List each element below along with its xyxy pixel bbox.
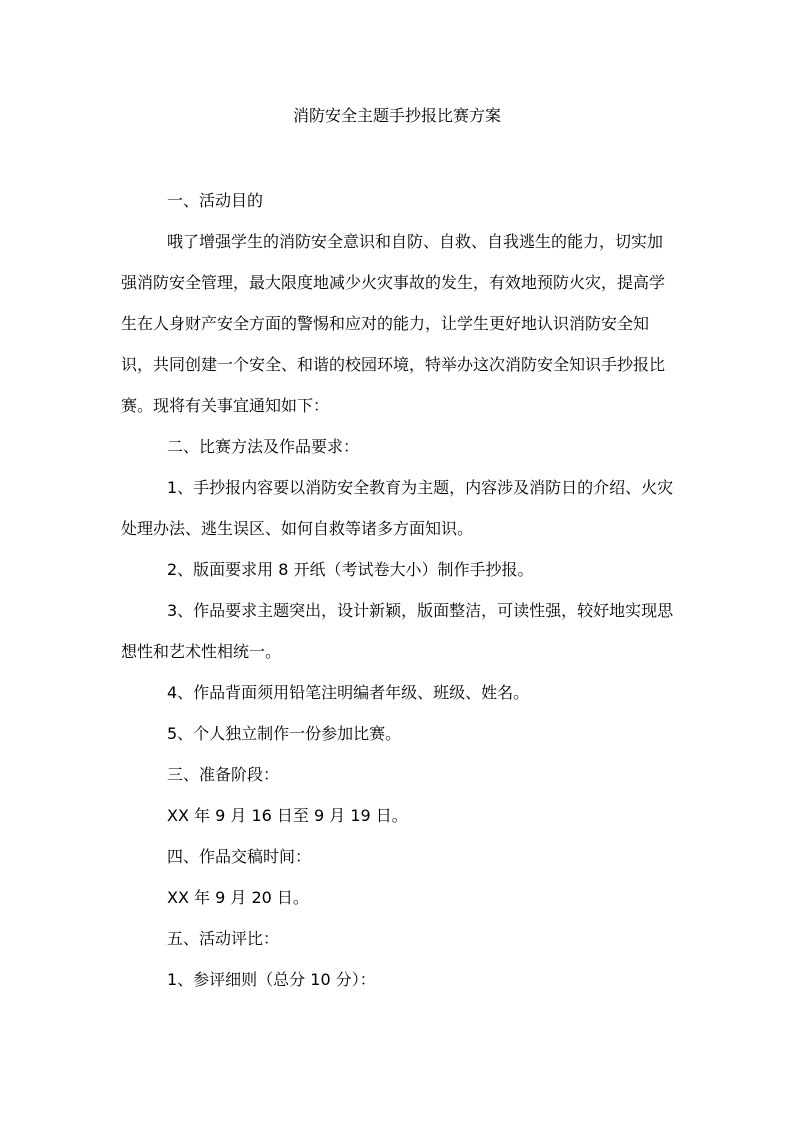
list-item-requirement-5: 5、个人独立制作一份参加比赛。 bbox=[167, 724, 402, 743]
paragraph-purpose: 哦了增强学生的消防安全意识和自防、自救、自我逃生的能力，切实加强消防安全管理，最大限度地减少火灾事故的发生，有效地预防火灾，提高学生在人身财产安全方面的警惕和应对的能力，让学生更好地认识消防安全知识，共同创建一个安全、和谐的校园环境，特举办这次消防安全知识手抄报比赛。现将有关事宜通知如下： bbox=[121, 232, 666, 415]
list-item-requirement-3: 3、作品要求主题突出，设计新颖，版面整洁，可读性强，较好地实现思想性和艺术性相统一。 bbox=[121, 601, 674, 661]
section-heading-purpose: 一、活动目的 bbox=[167, 191, 264, 210]
page-title: 消防安全主题手抄报比赛方案 bbox=[292, 106, 501, 125]
section-heading-preparation: 三、准备阶段： bbox=[167, 765, 280, 784]
submission-date: XX 年 9 月 20 日。 bbox=[167, 888, 309, 907]
list-item-requirement-4: 4、作品背面须用铅笔注明编者年级、班级、姓名。 bbox=[167, 683, 530, 702]
list-item-requirement-2: 2、版面要求用 8 开纸（考试卷大小）制作手抄报。 bbox=[167, 560, 534, 579]
document-body bbox=[121, 180, 677, 1000]
section-heading-method: 二、比赛方法及作品要求： bbox=[167, 437, 360, 456]
evaluation-rule-1: 1、参评细则（总分 10 分）： bbox=[167, 970, 376, 989]
list-item-requirement-1: 1、手抄报内容要以消防安全教育为主题，内容涉及消防日的介绍、火灾处理办法、逃生误区、如何自救等诸多方面知识。 bbox=[121, 478, 674, 538]
section-heading-submission: 四、作品交稿时间： bbox=[167, 847, 312, 866]
section-heading-evaluation: 五、活动评比： bbox=[167, 929, 280, 948]
preparation-dates: XX 年 9 月 16 日至 9 月 19 日。 bbox=[167, 806, 408, 825]
